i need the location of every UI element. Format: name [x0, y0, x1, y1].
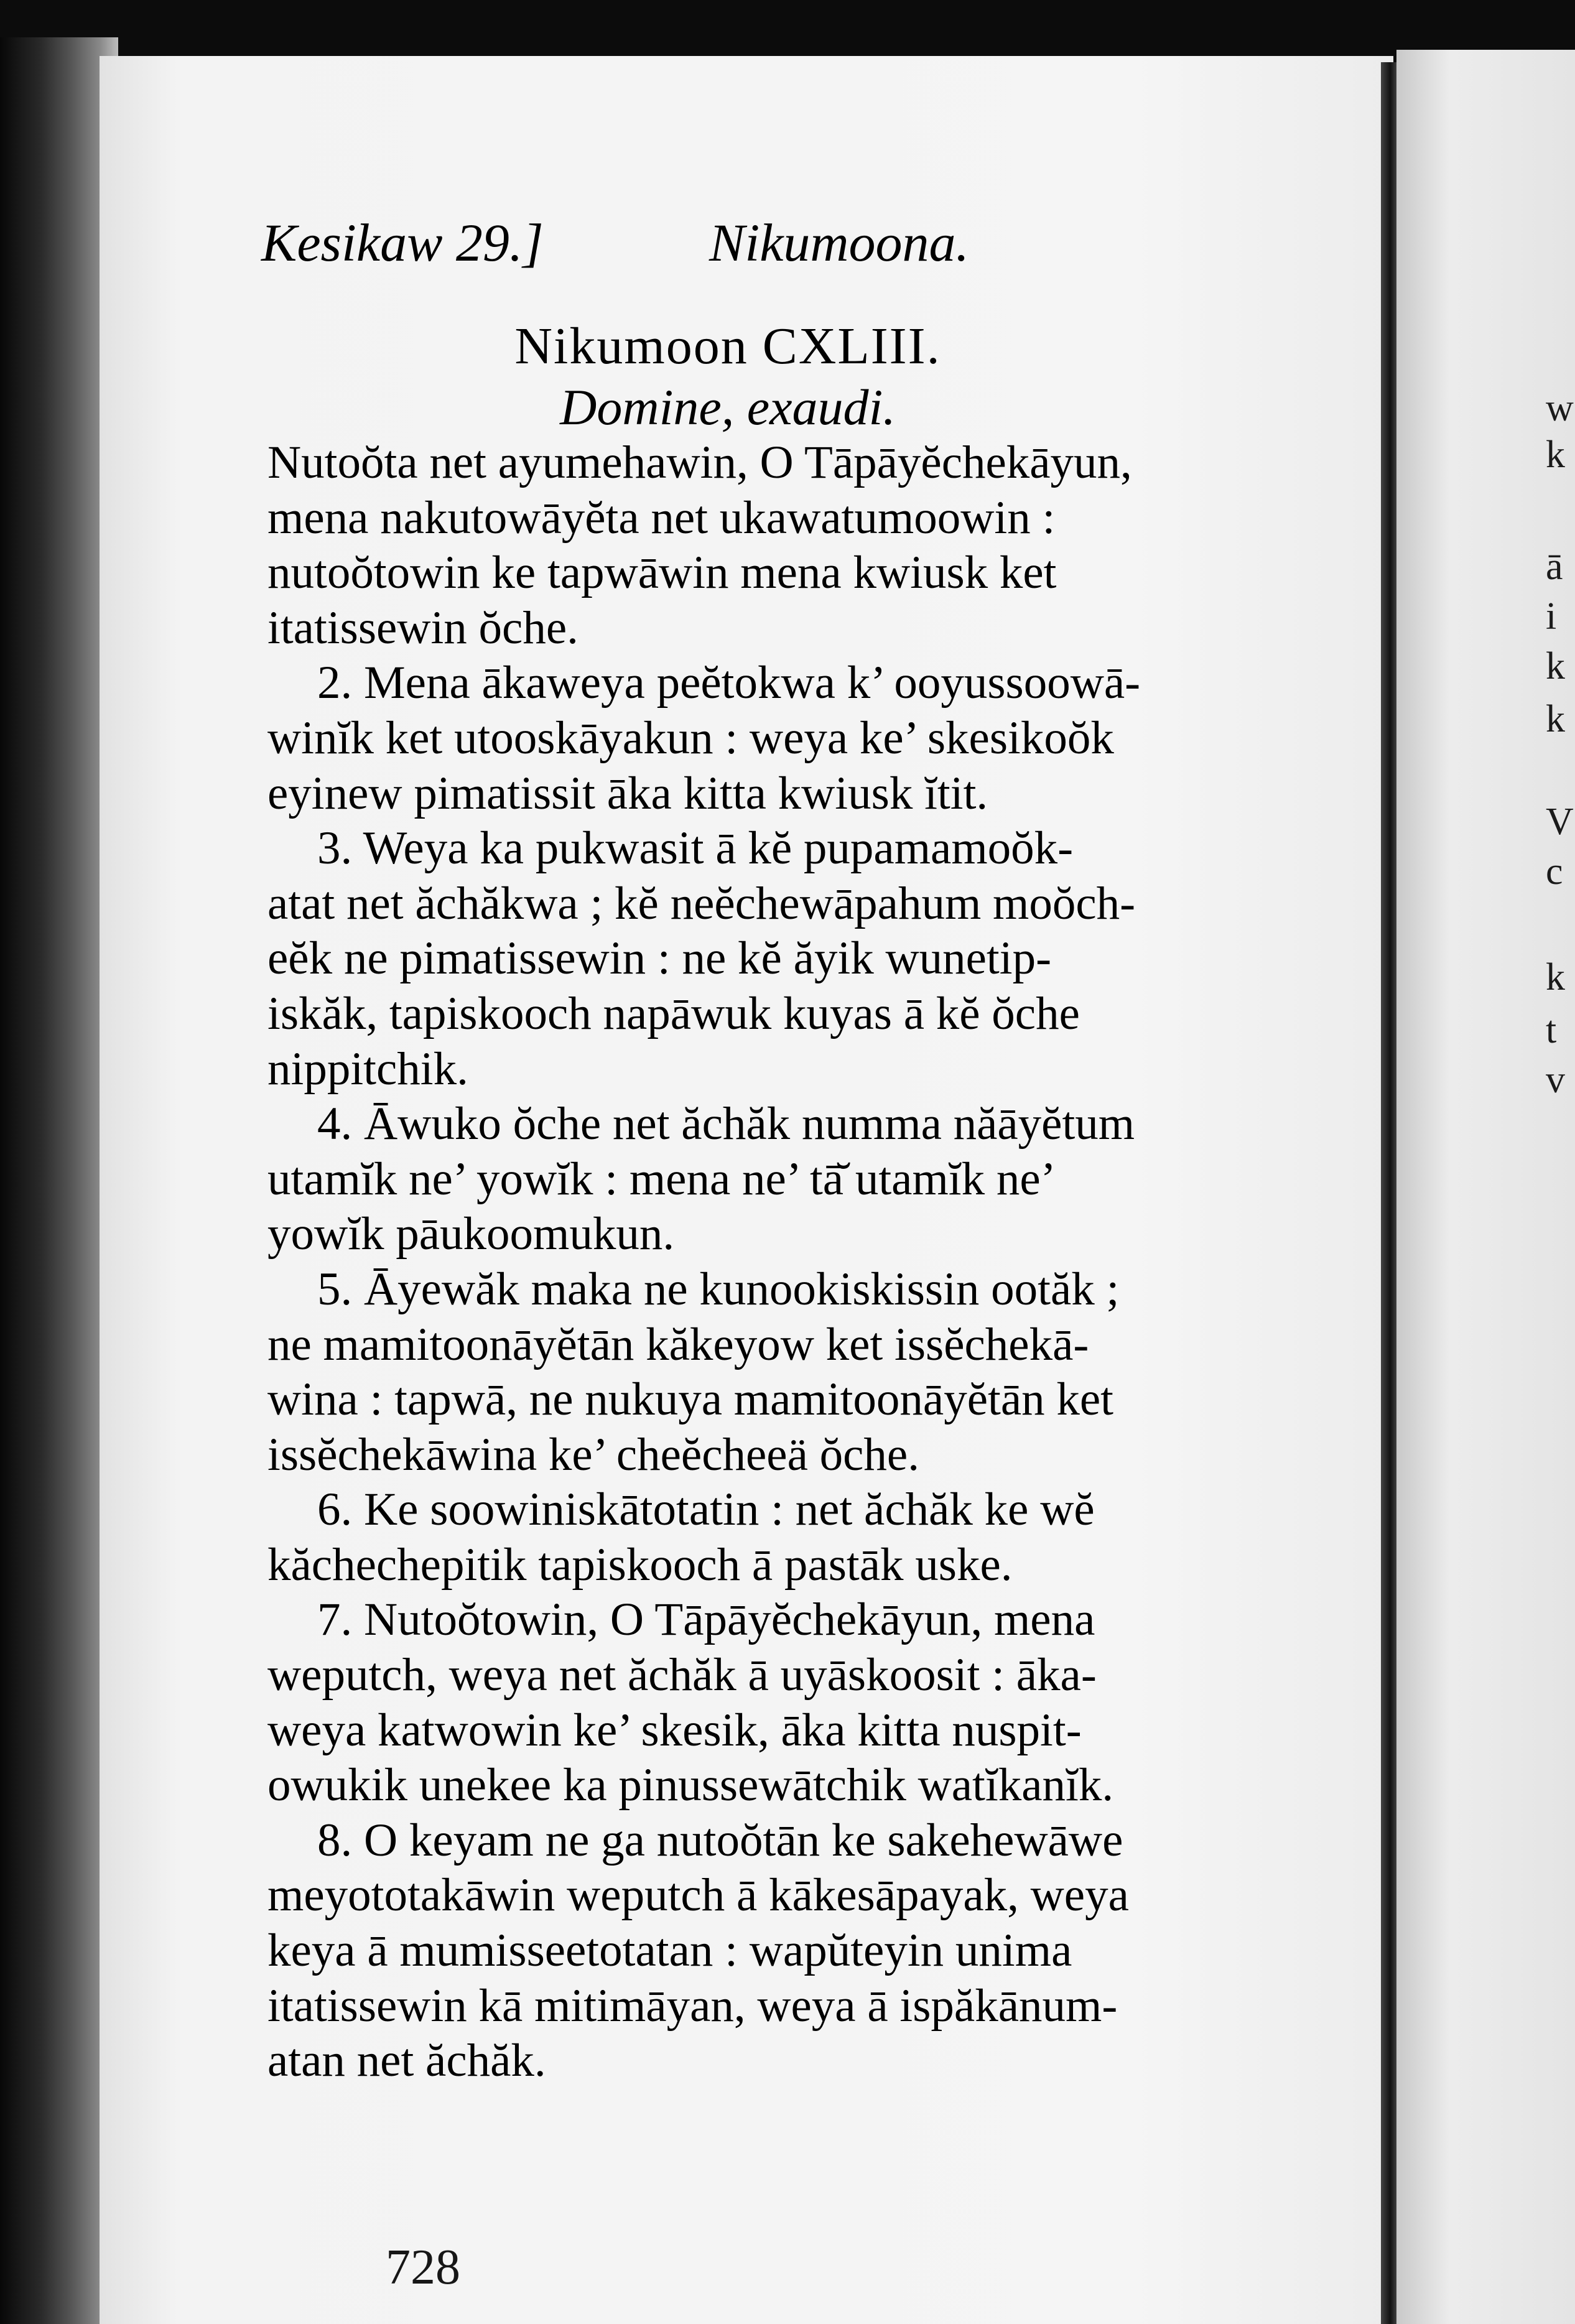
- text-line: weputch, weya net ăchăk ā uyāskoosit : āka-: [267, 1649, 1097, 1701]
- text-line: itatissewin kā mitimāyan, weya ā ispăkānum-: [267, 1979, 1118, 2032]
- running-head-left: Kesikaw 29.]: [261, 213, 544, 272]
- psalm-latin-title: Domine, exaudi.: [560, 379, 896, 435]
- next-page-fragment: v: [1546, 1059, 1565, 1101]
- next-page-fragment: k: [1546, 645, 1565, 687]
- text-line: nippitchik.: [267, 1043, 468, 1095]
- text-line: eĕk ne pimatissewin : ne kĕ ăyik wunetip-: [267, 932, 1052, 985]
- text-line: 3. Weya ka pukwasit ā kĕ pupamamoŏk-: [317, 822, 1074, 875]
- text-line: ne mamitoonāyĕtān kăkeyow ket issĕchekā-: [267, 1318, 1089, 1370]
- text-line: atan net ăchăk.: [267, 2035, 546, 2087]
- text-line: winĭk ket utooskāyakun : weya ke’ skesikoŏk: [267, 712, 1114, 764]
- text-line: 5. Āyewăk maka ne kunookiskissin ootăk ;: [317, 1263, 1120, 1315]
- text-line: iskăk, tapiskooch napāwuk kuyas ā kĕ ŏche: [267, 987, 1080, 1039]
- text-line: weya katwowin ke’ skesik, āka kitta nuspit-: [267, 1704, 1082, 1756]
- text-line: nutoŏtowin ke tapwāwin mena kwiusk ket: [267, 547, 1057, 599]
- next-page-fragment: V: [1546, 801, 1574, 843]
- text-line: mena nakutowāyĕta net ukawatumoowin :: [267, 491, 1056, 544]
- text-line: owukik unekee ka pinussewātchik watĭkanĭk.: [267, 1759, 1114, 1811]
- next-page-fragment: i: [1546, 595, 1557, 638]
- next-page-fragment: c: [1546, 850, 1563, 893]
- next-page-fragment: ā: [1546, 546, 1563, 588]
- text-line: keya ā mumisseetotatan : wapŭteyin unima: [267, 1925, 1072, 1977]
- text-line: yowĭk pāukoomukun.: [267, 1208, 675, 1260]
- text-line: kăchechepitik tapiskooch ā pastāk uske.: [267, 1538, 1013, 1591]
- text-line: 2. Mena ākaweya peĕtokwa k’ ooyussoowā-: [317, 657, 1141, 709]
- running-head-right: Nikumoona.: [709, 213, 970, 272]
- text-line: eyinew pimatissit āka kitta kwiusk ĭtit.: [267, 767, 988, 819]
- text-line: wina : tapwā, ne nukuya mamitoonāyĕtān ket: [267, 1373, 1113, 1426]
- text-line: 8. O keyam ne ga nutoŏtān ke sakehewāwe: [317, 1814, 1123, 1866]
- next-page-fragment: k: [1546, 956, 1565, 998]
- next-page-edge: [1396, 50, 1575, 2324]
- text-line: 7. Nutoŏtowin, O Tāpāyĕchekāyun, mena: [317, 1594, 1095, 1646]
- text-line: meyototakāwin weputch ā kākesāpayak, weya: [267, 1869, 1129, 1922]
- next-page-fragment: w: [1546, 387, 1574, 429]
- text-line: 6. Ke soowiniskātotatin : net ăchăk ke wĕ: [317, 1484, 1095, 1536]
- next-page-fragment: t: [1546, 1009, 1557, 1051]
- psalm-text: [267, 435, 1300, 2089]
- psalm-title: Nikumoon CXLIII.: [514, 317, 941, 375]
- next-page-fragment: k: [1546, 434, 1565, 476]
- text-line: Nutoŏta net ayumehawin, O Tāpāyĕchekāyun,: [267, 437, 1132, 488]
- next-page-fragment: k: [1546, 698, 1565, 740]
- text-line: 4. Āwuko ŏche net ăchăk numma năāyĕtum: [317, 1098, 1135, 1150]
- text-line: issĕchekāwina ke’ cheĕcheeä ŏche.: [267, 1428, 919, 1480]
- running-head: [162, 211, 1294, 280]
- text-line: itatissewin ŏche.: [267, 602, 578, 654]
- text-line: utamĭk ne’ yowĭk : mena ne’ tā̆ utamĭk ne’: [267, 1153, 1056, 1205]
- page-number: 728: [386, 2240, 460, 2295]
- text-line: atat net ăchăkwa ; kĕ neĕchewāpahum moŏch-: [267, 877, 1136, 929]
